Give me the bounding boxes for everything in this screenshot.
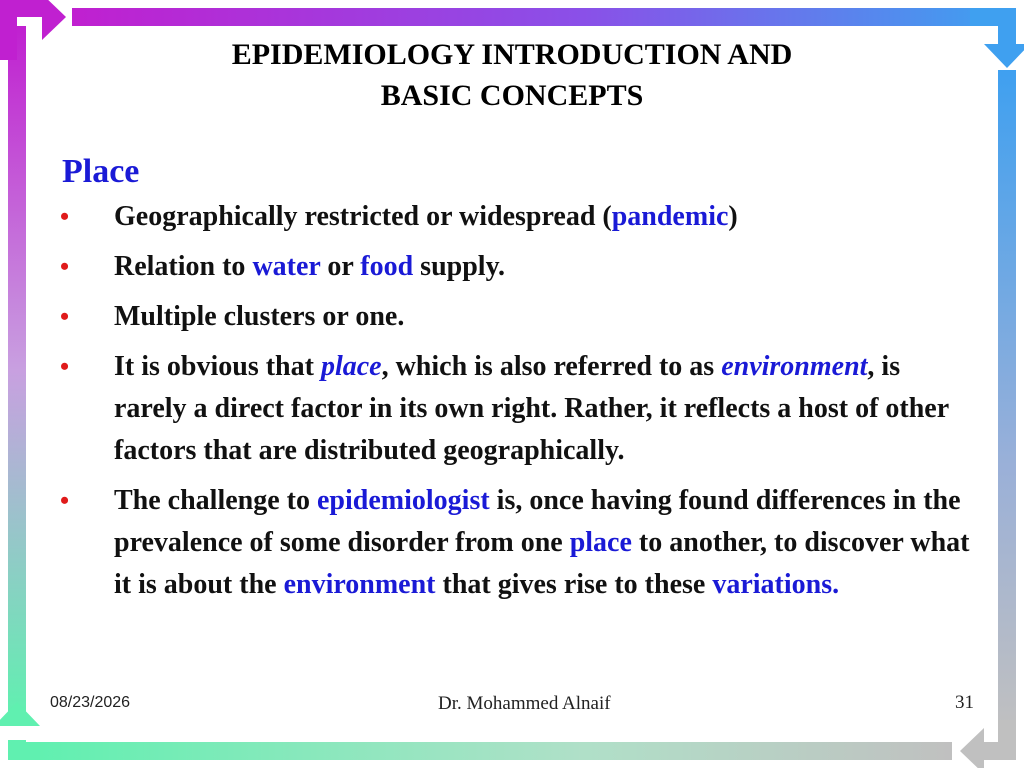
highlight-variations: variations. [712,569,840,600]
list-item: • It is obvious that place, which is also referred to as environment, is rarely a direct factor in its own right. Rather, it reflects a host of other factors that are distributed geographically. [60,346,972,472]
bullet-icon: • [60,302,70,331]
highlight-food: food [360,251,414,282]
list-item: • Relation to water or food supply. [60,246,972,288]
highlight-epidemiologist: epidemiologist [317,485,490,516]
frame-left-bar [8,26,26,716]
list-item: • The challenge to epidemiologist is, once having found differences in the prevalence of some disorder from one place to another, to discover what it is about the environment that gives rise to these variations. [60,480,972,606]
corner-arrow-top-right-icon [970,17,1024,68]
highlight-environment: environment [283,569,436,600]
bullet-icon: • [60,352,70,381]
bullet-icon: • [60,202,70,231]
section-heading: Place [62,153,140,190]
bullet-icon: • [60,252,70,281]
corner-arrow-top-left-icon [8,0,66,60]
highlight-environment: environment [721,351,868,382]
slide-title-line-2: BASIC CONCEPTS [380,79,644,112]
list-item: • Multiple clusters or one. [60,296,972,338]
bullet-icon: • [60,486,70,515]
slide-title [100,34,924,116]
bullet-list [60,196,972,614]
frame-right-bar [998,70,1016,730]
corner-arrow-bottom-left-icon [0,702,40,751]
footer-date: 08/23/2026 [50,694,131,711]
list-item: • Geographically restricted or widespread (pandemic) [60,196,972,238]
corner-arrow-bottom-right-icon [960,720,1007,768]
frame-bottom-bar [30,742,952,760]
slide-title-line-1: EPIDEMIOLOGY INTRODUCTION AND [231,38,793,71]
footer-author: Dr. Mohammed Alnaif [438,693,611,714]
frame-top-bar [72,8,1002,26]
page-number: 31 [955,692,974,713]
highlight-water: water [252,251,321,282]
highlight-pandemic: pandemic [611,201,729,232]
highlight-place: place [320,351,382,382]
highlight-place: place [569,527,632,558]
